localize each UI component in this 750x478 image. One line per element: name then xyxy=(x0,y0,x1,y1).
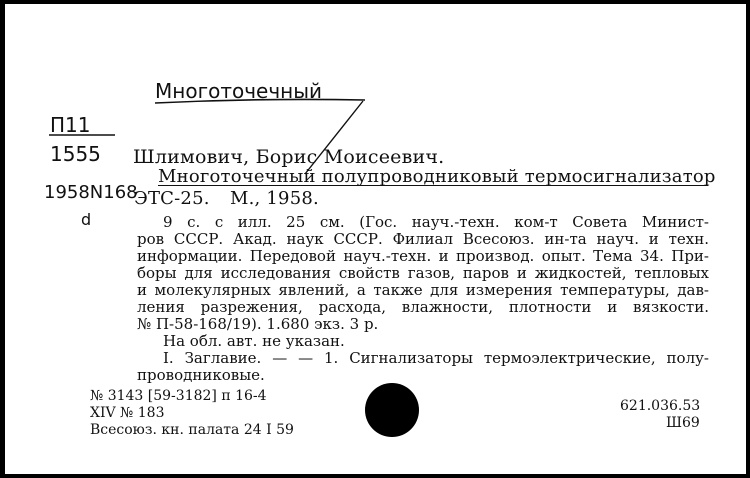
handwritten-shelf-number: 1555 xyxy=(50,142,101,166)
footer-author-sign: Ш69 xyxy=(666,415,700,431)
footer-series-number: XIV № 183 xyxy=(90,405,165,421)
footer-order-number: № 3143 [59-3182] п 16-4 xyxy=(90,388,267,404)
tracing-line-2: проводниковые. xyxy=(137,366,265,384)
imprint: М., 1958. xyxy=(230,188,319,209)
title-line-1: Многоточечный полупроводниковый термосигнализатор xyxy=(158,166,716,187)
footer-chamber-date: Всесоюз. кн. палата 24 I 59 xyxy=(90,422,294,438)
body-line: и молекулярных явлений, а также для измерения температуры, дав- xyxy=(137,281,709,299)
handwritten-shelf-code: П11 xyxy=(50,113,91,137)
note-line: На обл. авт. не указан. xyxy=(163,332,345,350)
body-line: ления разрежения, расхода, влажности, плотности и вязкости. xyxy=(137,298,709,316)
body-line: информации. Передовой науч.-техн. и производ. опыт. Тема 34. При- xyxy=(137,247,709,265)
author-heading: Шлимович, Борис Моисеевич. xyxy=(133,146,445,168)
body-line: № П-58-168/19). 1.680 экз. 3 р. xyxy=(137,315,379,333)
handwritten-accession: 1958N168 xyxy=(44,182,138,203)
catalog-card xyxy=(5,4,746,474)
body-line: ров СССР. Акад. наук СССР. Филиал Всесоюз. ин-та науч. и техн. xyxy=(137,230,709,248)
tracing-line-1: I. Заглавие. — — 1. Сигнализаторы термоэлектрические, полу- xyxy=(163,349,709,367)
handwritten-mark: d xyxy=(81,210,92,229)
body-line: боры для исследования свойств газов, паров и жидкостей, тепловых xyxy=(137,264,709,282)
handwritten-keyword: Многоточечный xyxy=(155,79,323,103)
punch-hole xyxy=(365,383,419,437)
footer-udc: 621.036.53 xyxy=(620,398,701,414)
title-line-2: ЭТС-25. xyxy=(134,188,210,209)
body-line: 9 с. с илл. 25 см. (Гос. науч.-техн. ком-т Совета Минист- xyxy=(163,213,709,231)
